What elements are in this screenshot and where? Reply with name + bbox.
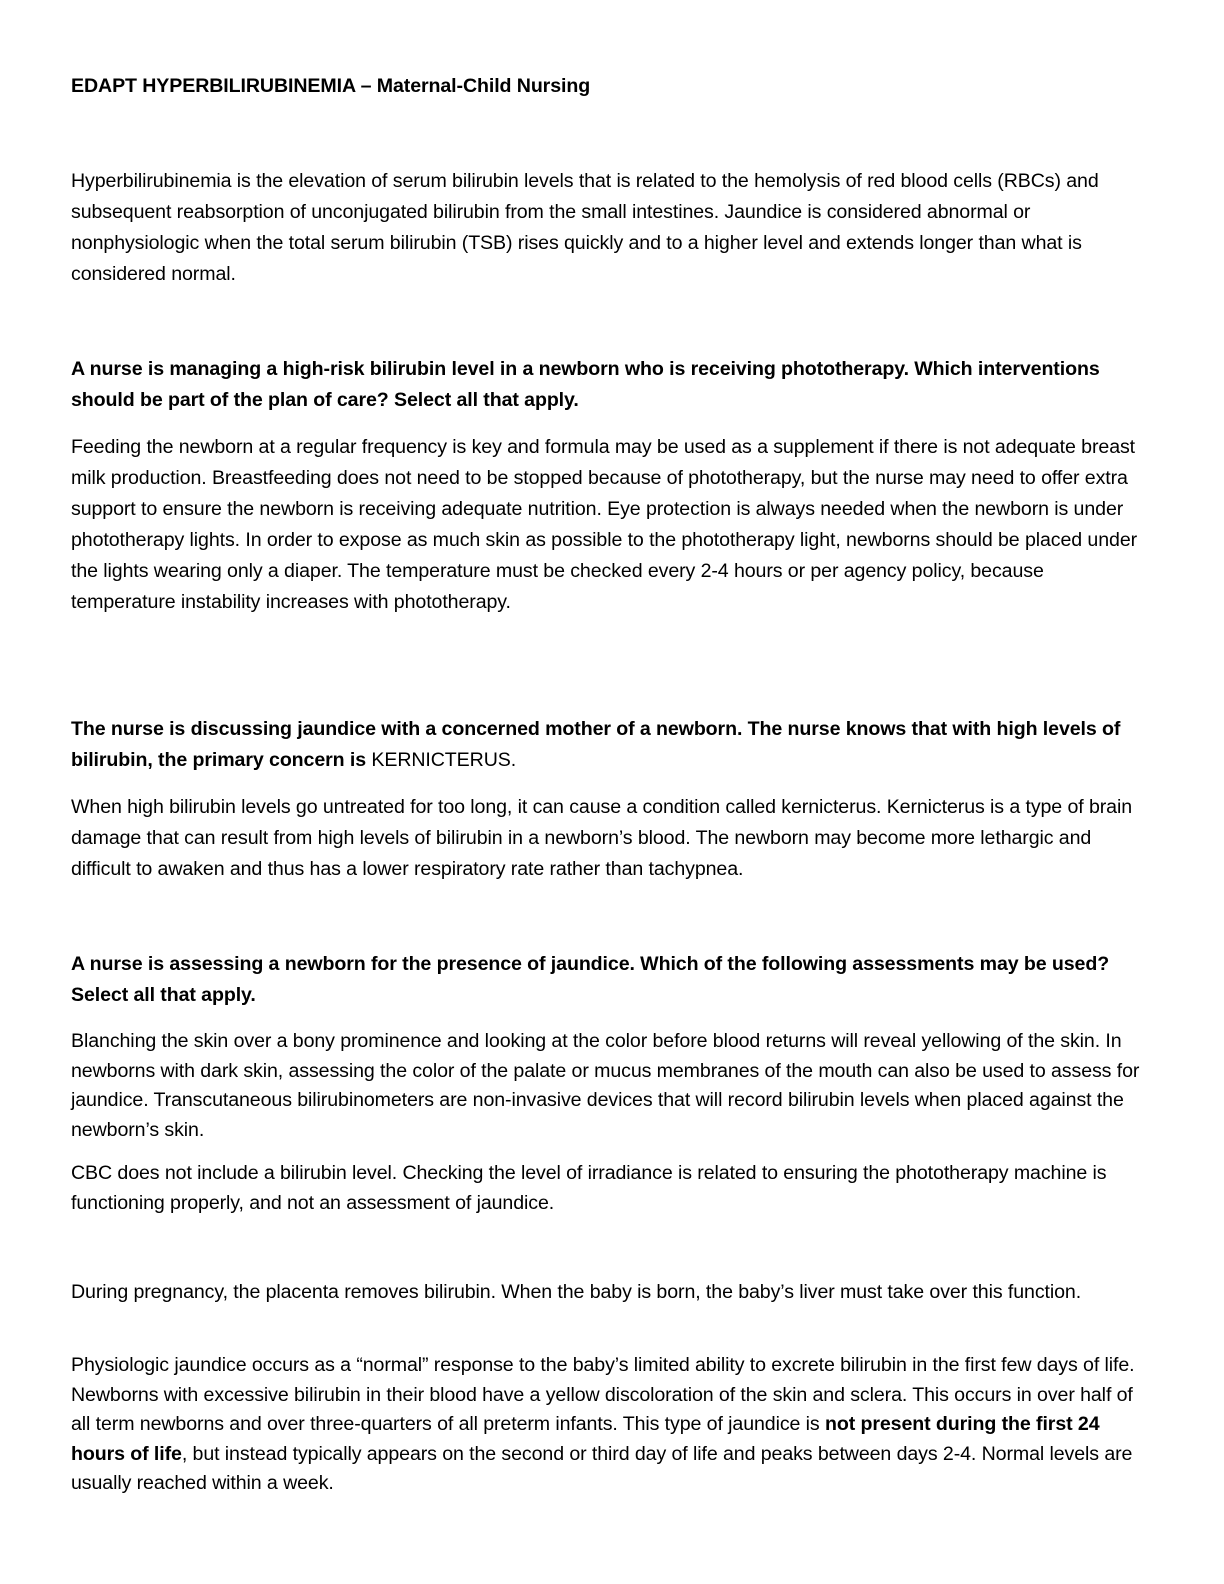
question-kernicterus-text: The nurse is discussing jaundice with a concerned mother of a newborn. The nurse knows that with high levels of bilirubin, the primary concern is [71,718,1121,771]
question-phototherapy: A nurse is managing a high-risk bilirubin level in a newborn who is receiving phototherapy. Which interventions should be part of the plan of care? Select all that apply. [71,358,1100,411]
answer-kernicterus: When high bilirubin levels go untreated for too long, it can cause a condition called kernicterus. Kernicterus is a type of brain damage that can result from high levels of bilirubin in a newborn’s blood. The newborn may become more lethargic and difficult to awaken and thus has a lower respiratory rate rather than tachypnea. [71,796,1133,880]
physiologic-text-start: Physiologic jaundice occurs as a “normal” response to the baby’s limited ability to excrete bilirubin in the first few days of life. Newborns with excessive bilirubin in their blood have a yellow discoloration of the skin and sclera. This occurs in over half of all term newborns and over three-quarters of all preterm infants. This type of jaundice is [71,1354,1135,1435]
answer-assessment: Blanching the skin over a bony prominence and looking at the color before blood returns will reveal yellowing of the skin. In newborns with dark skin, assessing the color of the palate or mucus membranes of the mouth can also be used to assess for jaundice. Transcutaneous bilirubinometers are non-invasive devices that will record bilirubin levels when placed against the newborn’s skin. [71,1030,1140,1141]
document-title: EDAPT HYPERBILIRUBINEMIA – Maternal-Child Nursing [71,75,591,97]
intro-paragraph: Hyperbilirubinemia is the elevation of serum bilirubin levels that is related to the hemolysis of red blood cells (RBCs) and subsequent reabsorption of unconjugated bilirubin from the small intestines. Jaundice is considered abnormal or nonphysiologic when the total serum bilirubin (TSB) rises quickly and to a higher level and extends longer than what is considered normal. [71,170,1099,285]
physiologic-jaundice-paragraph [71,1351,1143,1499]
question-kernicterus [71,714,1143,776]
question-assessment: A nurse is assessing a newborn for the presence of jaundice. Which of the following assessments may be used? Select all that apply. [71,953,1110,1006]
answer-phototherapy: Feeding the newborn at a regular frequency is key and formula may be used as a supplement if there is not adequate breast milk production. Breastfeeding does not need to be stopped because of phototherapy, but the nurse may need to offer extra support to ensure the newborn is receiving adequate nutrition. Eye protection is always needed when the newborn is under phototherapy lights. In order to expose as much skin as possible to the phototherapy light, newborns should be placed under the lights wearing only a diaper. The temperature must be checked every 2-4 hours or per agency policy, because temperature instability increases with phototherapy. [71,436,1138,613]
question-kernicterus-answer: KERNICTERUS. [366,749,517,771]
physiologic-text-end: , but instead typically appears on the second or third day of life and peaks between days 2-4. Normal levels are usually reached within a week. [71,1442,1133,1494]
physiologic-emphasis: not present during the first 24 hours of life [71,1413,1100,1465]
pregnancy-paragraph: During pregnancy, the placenta removes bilirubin. When the baby is born, the baby’s liver must take over this function. [71,1281,1082,1303]
answer-assessment-followup: CBC does not include a bilirubin level. Checking the level of irradiance is related to ensuring the phototherapy machine is functioning properly, and not an assessment of jaundice. [71,1162,1107,1214]
